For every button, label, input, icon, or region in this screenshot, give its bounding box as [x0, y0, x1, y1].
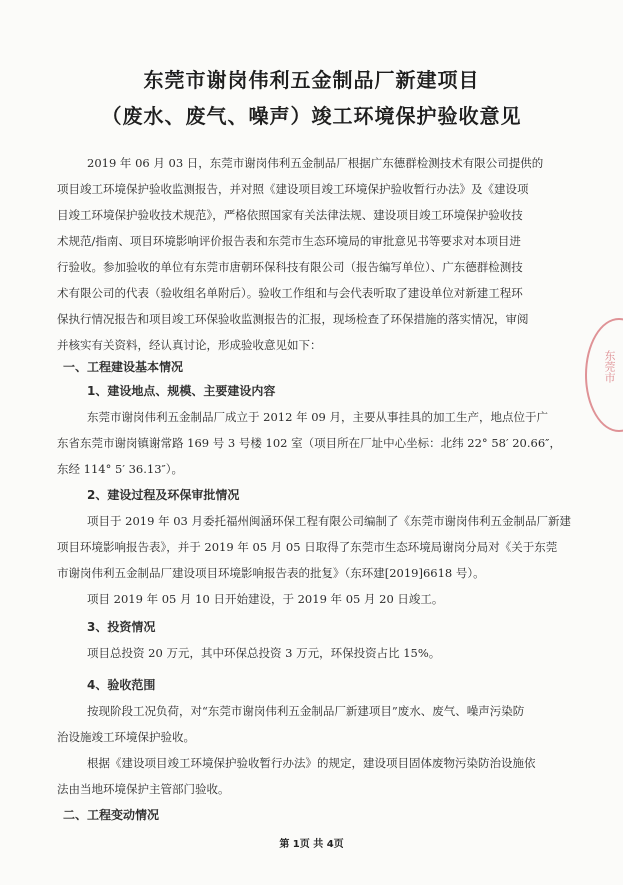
body-line: 根据《建设项目竣工环境保护验收暂行办法》的规定，建设项目固体废物污染防治设施依 — [87, 756, 536, 770]
subsection-heading: 2、建设过程及环保审批情况 — [87, 488, 240, 502]
body-line: 项目总投资 20 万元，其中环保总投资 3 万元，环保投资占比 15%。 — [87, 646, 441, 660]
document-title-line1: 东莞市谢岗伟利五金制品厂新建项目 — [143, 68, 480, 92]
subsection-heading: 3、投资情况 — [87, 620, 156, 634]
page-footer: 第 1页 共 4页 — [279, 839, 344, 850]
body-line: 法由当地环境保护主管部门验收。 — [57, 782, 230, 796]
body-line: 按现阶段工况负荷，对“东莞市谢岗伟利五金制品厂新建项目”废水、废气、噪声污染防 — [87, 704, 525, 718]
section-heading: 二、工程变动情况 — [63, 808, 160, 822]
document-title-line2: （废水、废气、噪声）竣工环境保护验收意见 — [101, 104, 522, 128]
body-line: 市谢岗伟利五金制品厂建设项目环境影响报告表的批复》（东环建[2019]6618 号）。 — [57, 566, 485, 580]
intro-line: 行验收。参加验收的单位有东莞市唐朝环保科技有限公司（报告编写单位）、广东德群检测技 — [57, 260, 523, 274]
stamp-text: 东莞市 — [603, 350, 616, 383]
intro-line: 术规范/指南、项目环境影响评价报告表和东莞市生态环境局的审批意见书等要求对本项目进 — [57, 234, 521, 248]
intro-line: 并核实有关资料，经认真讨论，形成验收意见如下： — [57, 338, 322, 352]
subsection-heading: 1、建设地点、规模、主要建设内容 — [87, 384, 276, 398]
body-line: 东经 114° 5′ 36.13″）。 — [57, 462, 184, 476]
body-line: 项目于 2019 年 03 月委托福州闽涵环保工程有限公司编制了《东莞市谢岗伟利五金制品厂新建 — [87, 514, 572, 528]
intro-line: 保执行情况报告和项目竣工环保验收监测报告的汇报，现场检查了环保措施的落实情况，审阅 — [57, 312, 529, 326]
body-line: 项目环境影响报告表》，并于 2019 年 05 月 05 日取得了东莞市生态环境局谢岗分局对《关于东莞 — [57, 540, 558, 554]
intro-line: 目竣工环境保护验收技术规范》，严格依照国家有关法律法规、建设项目竣工环境保护验收技 — [57, 208, 523, 222]
body-line: 东莞市谢岗伟利五金制品厂成立于 2012 年 09 月，主要从事挂具的加工生产，地点位于广 — [87, 410, 549, 424]
intro-line: 项目竣工环境保护验收监测报告，并对照《建设项目竣工环境保护验收暂行办法》及《建设项 — [57, 182, 529, 196]
subsection-heading: 4、验收范围 — [87, 678, 156, 692]
body-line: 东省东莞市谢岗镇谢常路 169 号 3 号楼 102 室（项目所在厂址中心坐标：北纬 22° 58′ 20.66″， — [57, 436, 561, 450]
intro-line: 术有限公司的代表（验收组名单附后）。验收工作组和与会代表听取了建设单位对新建工程环 — [57, 286, 523, 300]
section-heading: 一、工程建设基本情况 — [63, 360, 184, 374]
intro-line: 2019 年 06 月 03 日，东莞市谢岗伟利五金制品厂根据广东德群检测技术有限公司提供的 — [87, 156, 544, 170]
body-line: 项目 2019 年 05 月 10 日开始建设，于 2019 年 05 月 20 日竣工。 — [87, 592, 444, 606]
body-line: 治设施竣工环境保护验收。 — [57, 730, 195, 744]
